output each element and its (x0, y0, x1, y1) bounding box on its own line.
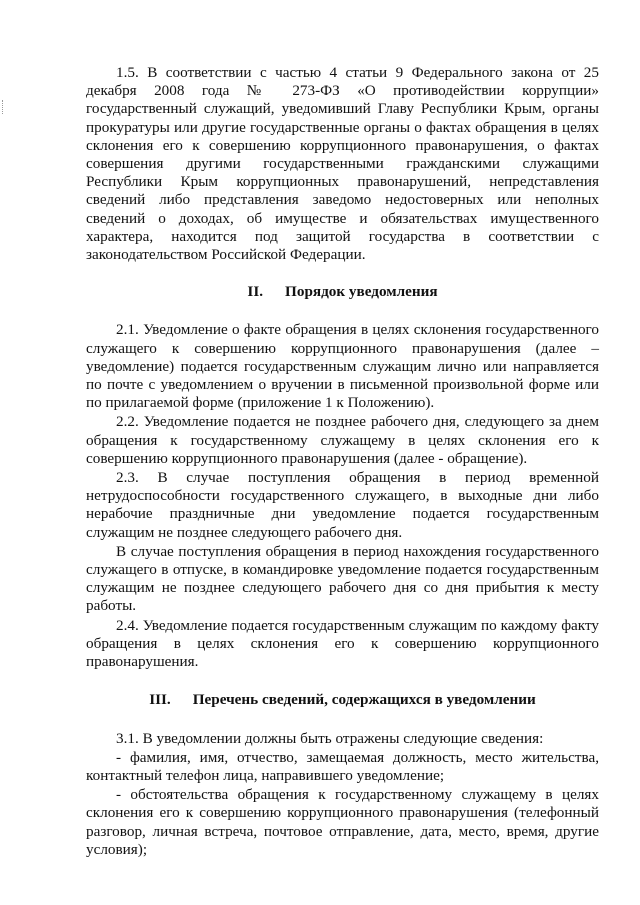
paragraph-3-1: 3.1. В уведомлении должны быть отражены следующие сведения: (116, 729, 544, 747)
document-body (86, 64, 599, 859)
paragraph-2-1: 2.1. Уведомление о факте обращения в целях склонения государственного служащего к совершению коррупционного правонарушения (далее – уведомление) подается государственным служащим лично или направляется по почте с уведомлением о вручении в письменной произвольной форме или по прилагаемой форме (приложение 1 к Положению). (86, 321, 599, 412)
section-title: Порядок уведомления (285, 283, 438, 301)
paragraph-2-3: 2.3. В случае поступления обращения в период временной нетрудоспособности государственного служащего, в выходные дни либо нерабочие праздничные дни уведомление подается государственным служащим не позднее следующего рабочего дня. (86, 469, 599, 541)
section-heading-2 (86, 283, 599, 301)
section-title: Перечень сведений, содержащихся в уведомлении (192, 691, 536, 709)
section-numeral: III. (149, 691, 171, 709)
paragraph-2-2: 2.2. Уведомление подается не позднее рабочего дня, следующего за днем обращения к государственному служащему в целях склонения его к совершению коррупционного правонарушения (далее - обращение). (86, 413, 599, 467)
list-item: - фамилия, имя, отчество, замещаемая должность, место жительства, контактный телефон лица, направившего уведомление; (86, 748, 599, 784)
section-numeral: II. (247, 283, 264, 301)
section-heading-3 (86, 691, 599, 709)
paragraph-1-5: 1.5. В соответствии с частью 4 статьи 9 Федерального закона от 25 декабря 2008 года № 273-ФЗ «О противодействии коррупции» государственный служащий, уведомивший Главу Республики Крым, органы прокуратуры или другие государственные органы о фактах обращения в целях склонения его к совершению коррупционного правонарушения, о фактах совершения другими государственными гражданскими служащими Республики Крым коррупционных правонарушений, непредставления сведений либо представления заведомо недостоверных или неполных сведений о доходах, об имуществе и обязательствах имущественного характера, находится под защитой государства в соответствии с законодательством Российской Федерации. (86, 64, 599, 264)
scan-margin-mark (2, 100, 4, 114)
paragraph-2-3-continued: В случае поступления обращения в период нахождения государственного служащего в отпуске, в командировке уведомление подается государственным служащим не позднее следующего рабочего дня со дня прибытия к месту работы. (86, 542, 599, 615)
list-item: - обстоятельства обращения к государственному служащему в целях склонения его к совершению коррупционного правонарушения (телефонный разговор, личная встреча, почтовое отправление, дата, место, время, другие условия); (86, 786, 599, 858)
paragraph-2-4: 2.4. Уведомление подается государственным служащим по каждому факту обращения в целях склонения его к совершению коррупционного правонарушения. (86, 616, 599, 671)
